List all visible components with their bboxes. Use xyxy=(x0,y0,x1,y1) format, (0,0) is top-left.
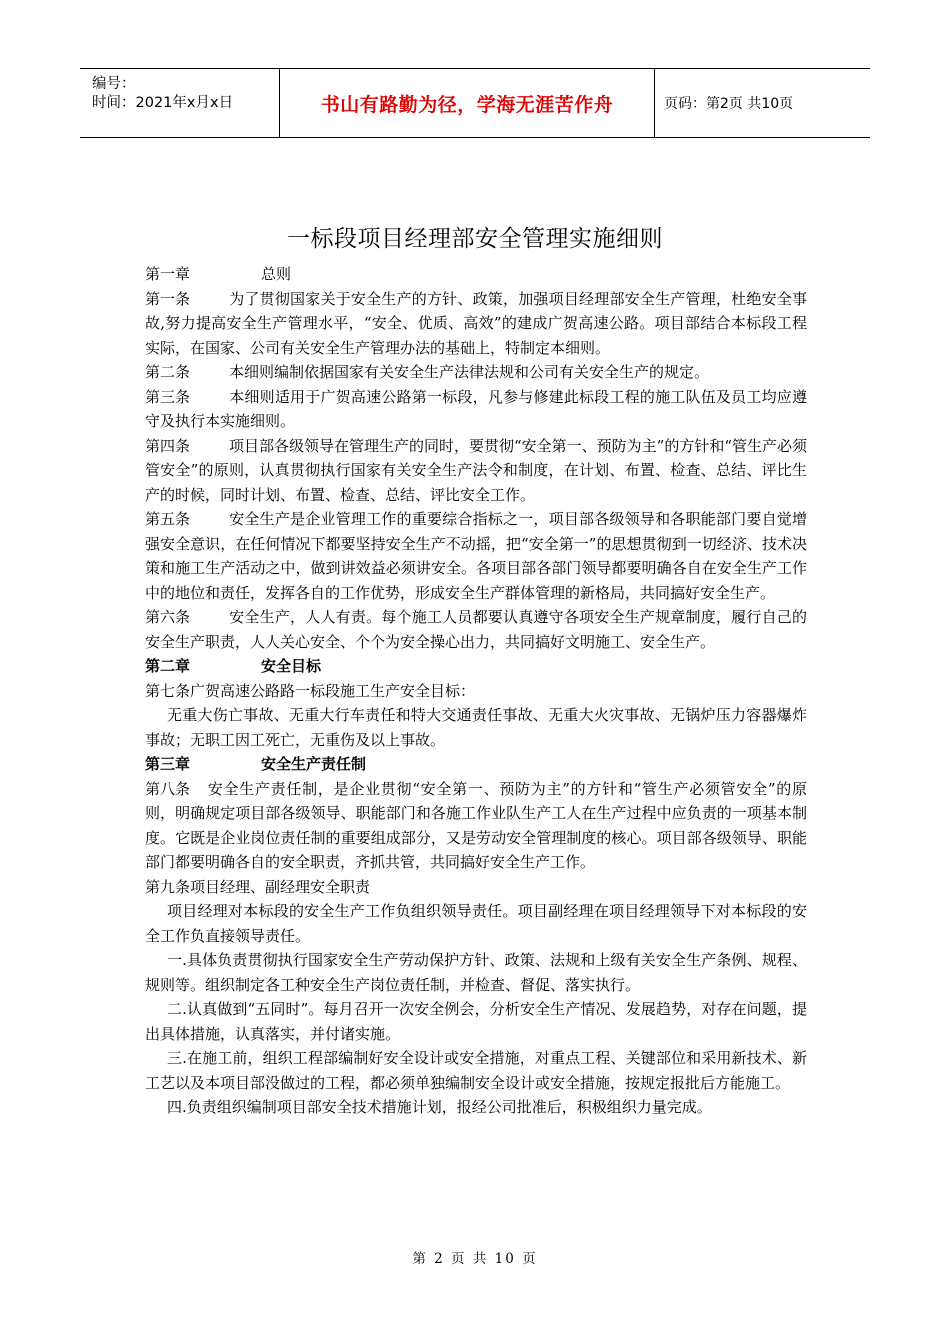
article-5 xyxy=(145,507,807,605)
chapter-3-heading xyxy=(145,752,807,777)
document-number-label: 编号： xyxy=(92,76,136,92)
chapter-title: 安全目标 xyxy=(261,657,322,675)
chapter-title: 总则 xyxy=(261,265,292,283)
page-header xyxy=(80,68,870,138)
chapter-1-heading xyxy=(145,262,807,287)
article-1 xyxy=(145,287,807,361)
article-8 xyxy=(145,777,807,875)
article-7: 第七条广贺高速公路路一标段施工生产安全目标： xyxy=(145,681,476,700)
article-label: 第五条 xyxy=(145,510,191,528)
article-4 xyxy=(145,434,807,508)
article-7-body: 无重大伤亡事故、无重大行车责任和特大交通责任事故、无重大火灾事故、无锅炉压力容器爆炸事故；无职工因工死亡，无重伤及以上事故。 xyxy=(145,706,807,749)
duty-item: 四.负责组织编制项目部安全技术措施计划，报经公司批准后，积极组织力量完成。 xyxy=(167,1098,712,1116)
article-text: 本细则编制依据国家有关安全生产法律法规和公司有关安全生产的规定。 xyxy=(229,363,710,381)
article-label: 第三条 xyxy=(145,387,191,406)
duty-item: 三.在施工前，组织工程部编制好安全设计或安全措施，对重点工程、关键部位和采用新技术、新工艺以及本项目部没做过的工程，都必须单独编制安全设计或安全措施，按规定报批后方能施工。 xyxy=(145,1049,807,1092)
article-text: 本细则适用于广贺高速公路第一标段，凡参与修建此标段工程的施工队伍及员工均应遵守及执行本实施细则。 xyxy=(145,387,807,430)
article-label: 第二条 xyxy=(145,363,191,381)
document-title: 一标段项目经理部安全管理实施细则 xyxy=(287,226,663,252)
document-date: 时间：2021年x月x日 xyxy=(92,95,234,111)
article-9-body: 项目经理对本标段的安全生产工作负组织领导责任。项目副经理在项目经理领导下对本标段的安全工作负直接领导责任。 xyxy=(145,902,807,945)
article-text: 为了贯彻国家关于安全生产的方针、政策，加强项目经理部安全生产管理，杜绝安全事故,努力提高安全生产管理水平，“安全、优质、高效”的建成广贺高速公路。项目部结合本标段工程实际，在国家、公司有关安全生产管理办法的基础上，特制定本细则。 xyxy=(145,289,807,357)
article-label: 第六条 xyxy=(145,608,191,626)
article-label: 第四条 xyxy=(145,436,191,455)
header-meta xyxy=(80,69,280,137)
document-body xyxy=(145,262,807,1120)
chapter-label: 第一章 xyxy=(145,265,191,283)
duty-item: 一.具体负责贯彻执行国家安全生产劳动保护方针、政策、法规和上级有关安全生产条例、规程、规则等。组织制定各工种安全生产岗位责任制，并检查、督促、落实执行。 xyxy=(145,951,807,994)
header-page-code: 页码：第2页 共10页 xyxy=(664,96,794,112)
page-footer: 第 2 页 共 10 页 xyxy=(412,1251,538,1267)
duty-item: 二.认真做到“五同时”。每月召开一次安全例会，分析安全生产情况、发展趋势，对存在问题，提出具体措施，认真落实，并付诸实施。 xyxy=(145,1000,807,1043)
article-9: 第九条项目经理、副经理安全职责 xyxy=(145,877,371,896)
chapter-title: 安全生产责任制 xyxy=(261,755,367,773)
article-text: 安全生产是企业管理工作的重要综合指标之一，项目部各级领导和各职能部门要自觉增强安全意识，在任何情况下都要坚持安全生产不动摇，把“安全第一”的思想贯彻到一切经济、技术决策和施工生产活动之中，做到讲效益必须讲安全。各项目部各部门领导都要明确各自在安全生产工作中的地位和责任，发挥各自的工作优势，形成安全生产群体管理的新格局，共同搞好安全生产。 xyxy=(145,510,807,602)
chapter-label: 第三章 xyxy=(145,755,191,773)
header-motto-cell xyxy=(280,69,655,137)
chapter-2-heading xyxy=(145,654,807,679)
article-text: 安全生产，人人有责。每个施工人员都要认真遵守各项安全生产规章制度，履行自己的安全生产职责，人人关心安全、个个为安全操心出力，共同搞好文明施工、安全生产。 xyxy=(145,608,807,651)
article-text: 项目部各级领导在管理生产的同时，要贯彻“安全第一、预防为主”的方针和“管生产必须管安全”的原则，认真贯彻执行国家有关安全生产法令和制度，在计划、布置、检查、总结、评比生产的时候，同时计划、布置、检查、总结、评比安全工作。 xyxy=(145,436,808,504)
chapter-label: 第二章 xyxy=(145,657,191,675)
article-text: 安全生产责任制，是企业贯彻“安全第一、预防为主”的方针和“管生产必须管安全”的原则，明确规定项目部各级领导、职能部门和各施工作业队生产工人在生产过程中应负责的一项基本制度。它既是企业岗位责任制的重要组成部分，又是劳动安全管理制度的核心。项目部各级领导、职能部门都要明确各自的安全职责，齐抓共管，共同搞好安全生产工作。 xyxy=(145,779,807,871)
article-label: 第一条 xyxy=(145,289,191,308)
article-3 xyxy=(145,385,807,434)
article-label: 第八条 xyxy=(145,779,191,798)
header-motto: 书山有路勤为径，学海无涯苦作舟 xyxy=(320,93,614,116)
article-2 xyxy=(145,360,807,385)
article-6 xyxy=(145,605,807,654)
